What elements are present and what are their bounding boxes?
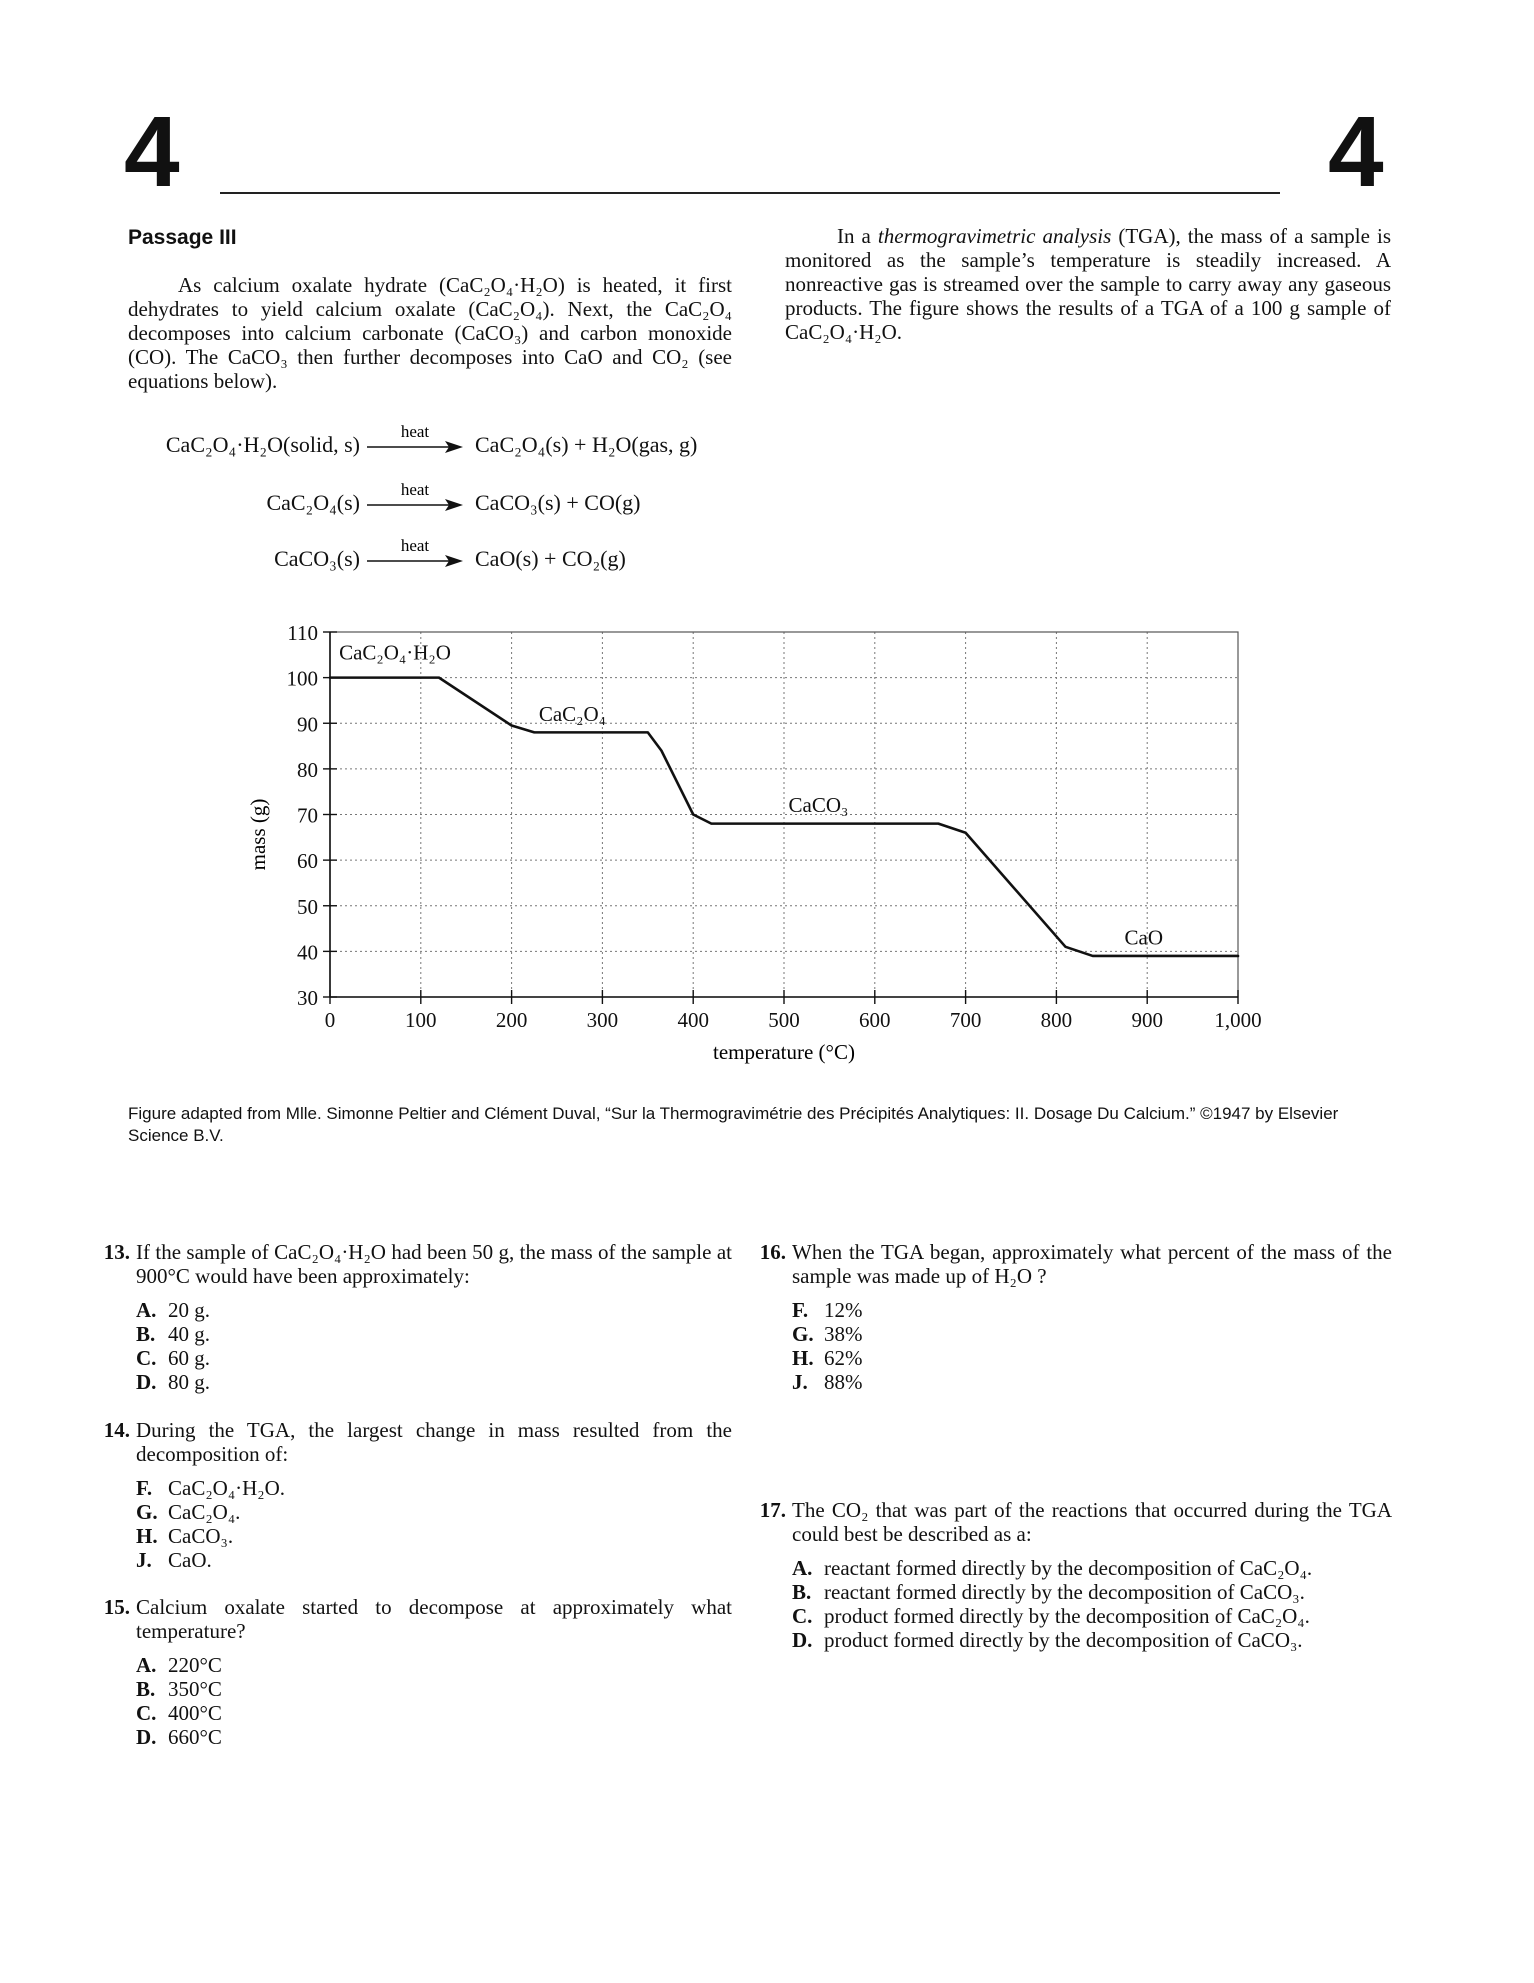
option-text: 62%: [824, 1346, 863, 1370]
chart-ticks: [287, 621, 1262, 1032]
option-letter: D.: [792, 1628, 813, 1652]
answer-option[interactable]: [136, 1370, 732, 1394]
x-tick-label: 700: [949, 1008, 982, 1032]
y-tick-label: 100: [286, 666, 318, 691]
arrow-label: heat: [400, 536, 430, 555]
option-text: 660°C: [168, 1725, 222, 1749]
answer-option[interactable]: [792, 1298, 1392, 1322]
option-text: 350°C: [168, 1677, 222, 1701]
option-text: product formed directly by the decomposition of CaC₂O₄.: [824, 1604, 1310, 1628]
answer-option[interactable]: [792, 1628, 1392, 1652]
answer-option[interactable]: [136, 1346, 732, 1370]
heat-arrow-icon: [365, 534, 465, 574]
answer-option[interactable]: [136, 1322, 732, 1346]
option-text: 220°C: [168, 1653, 222, 1677]
answer-option[interactable]: [792, 1346, 1392, 1370]
answer-option[interactable]: [136, 1548, 732, 1572]
x-tick-label: 1,000: [1214, 1008, 1262, 1032]
curve-annotation: CaCO₃: [788, 793, 849, 818]
option-text: CaO.: [168, 1548, 212, 1572]
answer-option[interactable]: [136, 1701, 732, 1725]
option-letter: H.: [136, 1524, 158, 1548]
option-letter: B.: [792, 1580, 812, 1604]
option-letter: F.: [792, 1298, 809, 1322]
option-text: CaC₂O₄·H₂O.: [168, 1476, 286, 1500]
answer-options: [136, 1476, 732, 1572]
question-17: [748, 1498, 1392, 1652]
option-letter: D.: [136, 1370, 157, 1394]
option-letter: A.: [136, 1653, 157, 1677]
answer-option[interactable]: [792, 1604, 1392, 1628]
tga-term: thermogravimetric analysis: [877, 224, 1112, 248]
equation-rhs: CaO(s) + CO₂(g): [475, 546, 626, 571]
answer-options: [792, 1298, 1392, 1394]
option-text: CaC₂O₄.: [168, 1500, 241, 1524]
answer-option[interactable]: [136, 1653, 732, 1677]
option-letter: H.: [792, 1346, 814, 1370]
chart-grid: [330, 632, 1238, 997]
y-tick-label: 90: [297, 712, 318, 737]
reaction-equations: [20, 420, 740, 590]
question-number: 14.: [103, 1418, 130, 1442]
page-number-right: 4: [1328, 96, 1384, 208]
heat-arrow-icon: [365, 420, 465, 460]
x-tick-label: 0: [324, 1008, 336, 1032]
question-14: [92, 1418, 732, 1572]
page-number-left: 4: [124, 96, 180, 208]
tga-text-before: In a: [837, 224, 878, 248]
answer-option[interactable]: [792, 1580, 1392, 1604]
curve-annotation: CaO: [1124, 925, 1163, 950]
answer-options: [136, 1298, 732, 1394]
option-letter: C.: [136, 1346, 157, 1370]
answer-option[interactable]: [136, 1476, 732, 1500]
option-letter: B.: [136, 1322, 156, 1346]
y-tick-label: 40: [297, 940, 318, 965]
header-rule: [220, 192, 1280, 194]
option-letter: B.: [136, 1677, 156, 1701]
tga-text-after: (TGA), the mass of a sample is monitored as the sample’s temperature is steadily increased. A nonreactive gas is streamed over the sample to carry away any gaseous products. The figure shows the results of a TGA of a 100 g sample of CaC₂O₄·H₂O.: [785, 224, 1391, 344]
option-letter: A.: [792, 1556, 813, 1580]
answer-option[interactable]: [136, 1725, 732, 1749]
option-letter: G.: [792, 1322, 814, 1346]
option-letter: F.: [136, 1476, 153, 1500]
figure-caption: Figure adapted from Mlle. Simonne Peltier and Clément Duval, “Sur la Thermogravimétrie des Précipités Analytiques: II. Dosage Du Calcium.” ©1947 by Elsevier Science B.V.: [128, 1104, 1339, 1145]
question-stem: When the TGA began, approximately what percent of the mass of the sample was made up of H₂O ?: [792, 1240, 1392, 1288]
answer-options: [136, 1653, 732, 1749]
option-text: 40 g.: [168, 1322, 210, 1346]
option-letter: D.: [136, 1725, 157, 1749]
question-16: [748, 1240, 1392, 1394]
option-text: 80 g.: [168, 1370, 210, 1394]
question-stem: Calcium oxalate started to decompose at approximately what temperature?: [136, 1595, 732, 1643]
answer-option[interactable]: [792, 1322, 1392, 1346]
x-tick-label: 900: [1131, 1008, 1163, 1032]
option-text: 88%: [824, 1370, 863, 1394]
option-letter: J.: [792, 1370, 808, 1394]
x-tick-label: 400: [677, 1008, 709, 1032]
y-tick-label: 50: [297, 894, 318, 919]
question-15: [92, 1595, 732, 1749]
equation-lhs: CaC₂O₄·H₂O(solid, s): [165, 432, 360, 457]
y-tick-label: 70: [297, 803, 318, 828]
y-tick-label: 80: [297, 757, 318, 782]
question-stem: The CO₂ that was part of the reactions that occurred during the TGA could best be described as a:: [792, 1498, 1392, 1546]
heat-arrow-icon: [365, 478, 465, 518]
option-letter: G.: [136, 1500, 158, 1524]
y-tick-label: 110: [287, 621, 318, 645]
option-text: 400°C: [168, 1701, 222, 1725]
y-axis-label: mass (g): [246, 798, 270, 871]
option-letter: A.: [136, 1298, 157, 1322]
answer-option[interactable]: [136, 1677, 732, 1701]
equation-rhs: CaCO₃(s) + CO(g): [475, 490, 641, 515]
option-text: 20 g.: [168, 1298, 210, 1322]
option-text: 60 g.: [168, 1346, 210, 1370]
chart-series: [330, 678, 1238, 956]
question-stem: If the sample of CaC₂O₄·H₂O had been 50 g, the mass of the sample at 900°C would have been approximately:: [136, 1240, 732, 1288]
y-tick-label: 60: [297, 849, 318, 874]
arrow-label: heat: [400, 480, 430, 499]
answer-option[interactable]: [792, 1370, 1392, 1394]
answer-option[interactable]: [792, 1556, 1392, 1580]
answer-options: [792, 1556, 1392, 1652]
option-text: 38%: [824, 1322, 863, 1346]
curve-annotation: CaC₂O₄·H₂O: [339, 640, 451, 665]
x-tick-label: 200: [495, 1008, 528, 1032]
option-text: reactant formed directly by the decomposition of CaC₂O₄.: [824, 1556, 1313, 1580]
option-text: product formed directly by the decomposition of CaCO₃.: [824, 1628, 1303, 1652]
x-tick-label: 100: [405, 1008, 437, 1032]
answer-option[interactable]: [136, 1524, 732, 1548]
passage-intro: As calcium oxalate hydrate (CaC₂O₄·H₂O) is heated, it first dehydrates to yield calcium oxalate (CaC₂O₄). Next, the CaC₂O₄ decomposes into calcium carbonate (CaCO₃) and carbon monoxide (CO). The CaCO₃ then further decomposes into CaO and CO₂ (see equations below).: [128, 273, 732, 393]
equation-lhs: CaCO₃(s): [274, 546, 360, 571]
mass-curve: [330, 678, 1238, 956]
arrow-label: heat: [400, 422, 430, 441]
equation-rhs: CaC₂O₄(s) + H₂O(gas, g): [475, 432, 698, 457]
chart-annotations: [339, 640, 1163, 949]
x-axis-label: temperature (°C): [713, 1040, 855, 1064]
x-tick-label: 600: [859, 1008, 891, 1032]
question-number: 16.: [759, 1240, 786, 1264]
question-number: 15.: [103, 1595, 130, 1619]
option-letter: C.: [792, 1604, 813, 1628]
option-text: reactant formed directly by the decomposition of CaCO₃.: [824, 1580, 1305, 1604]
question-stem: During the TGA, the largest change in mass resulted from the decomposition of:: [136, 1418, 732, 1466]
option-text: CaCO₃.: [168, 1524, 234, 1548]
y-tick-label: 30: [297, 986, 318, 1010]
tga-chart: [230, 610, 1280, 1080]
tga-description: [785, 224, 1391, 344]
passage-title: Passage III: [128, 226, 237, 249]
question-number: 17.: [759, 1498, 786, 1522]
question-number: 13.: [103, 1240, 130, 1264]
option-letter: J.: [136, 1548, 152, 1572]
answer-option[interactable]: [136, 1500, 732, 1524]
x-tick-label: 800: [1040, 1008, 1073, 1032]
x-tick-label: 500: [768, 1008, 800, 1032]
question-13: [92, 1240, 732, 1394]
equation-lhs: CaC₂O₄(s): [266, 490, 360, 515]
curve-annotation: CaC₂O₄: [538, 701, 606, 726]
x-tick-label: 300: [586, 1008, 619, 1032]
option-letter: C.: [136, 1701, 157, 1725]
option-text: 12%: [824, 1298, 863, 1322]
answer-option[interactable]: [136, 1298, 732, 1322]
